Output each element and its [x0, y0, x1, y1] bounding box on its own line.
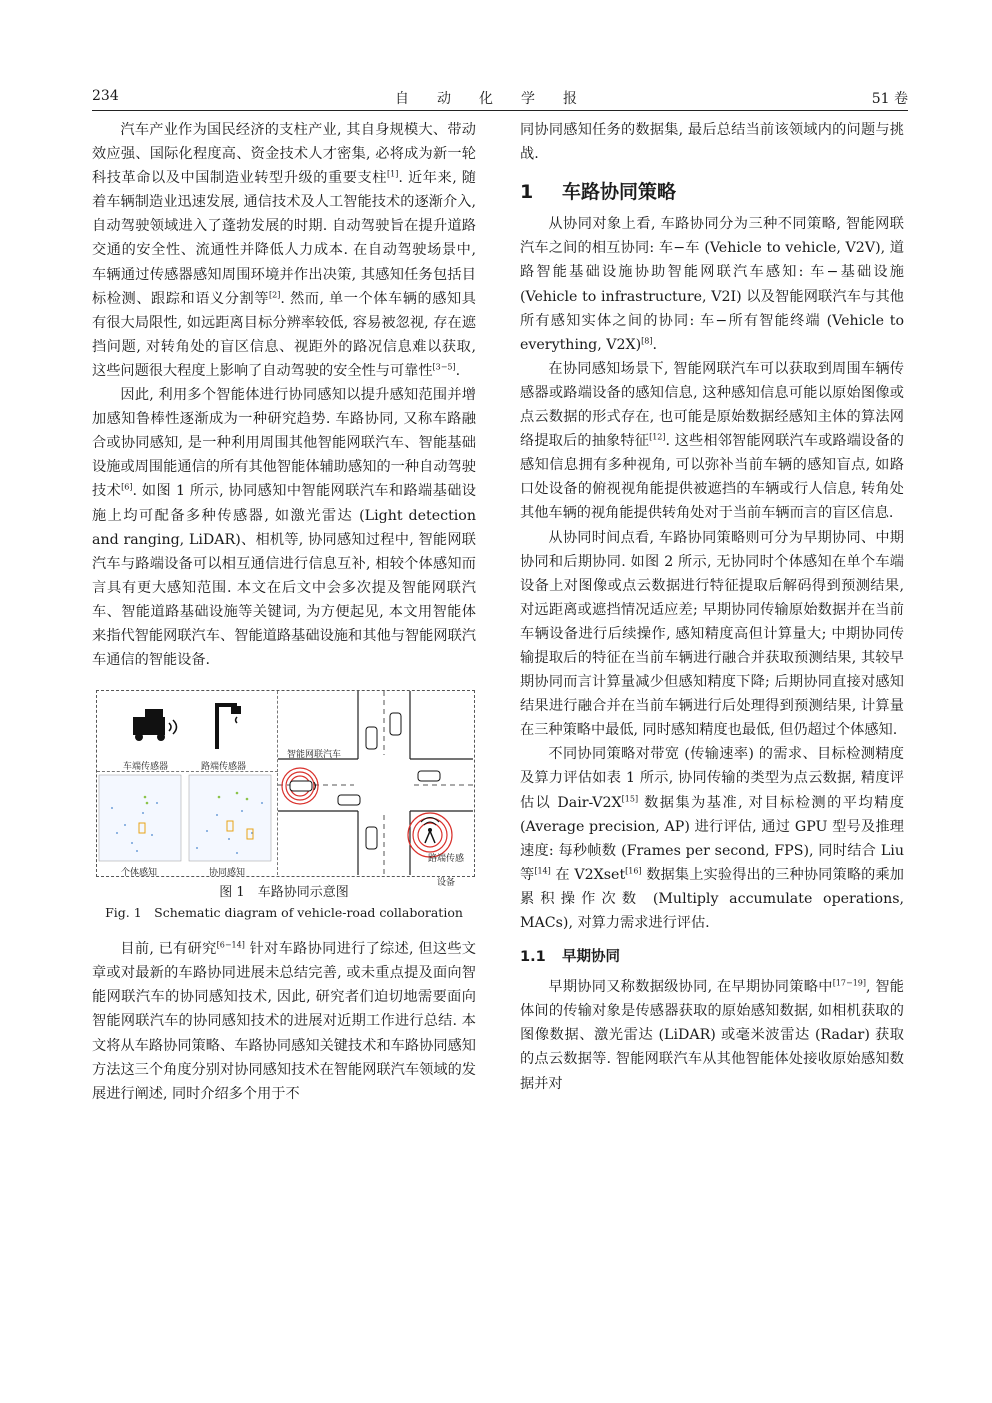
label-smart-car: 智能网联汽车 — [287, 750, 342, 761]
paragraph: 因此, 利用多个智能体进行协同感知以提升感知范围并增加感知鲁棒性逐渐成为一种研究趋势. 车路协同, 又称车路融合或协同感知, 是一种利用周围其他智能网联汽车、智能基础设施或周围能通信的所有其他智能体辅助感知的一种自动驾驶技术[6]. 如图 1 所示, 协同感知中智能网联汽车和路端基础设施上均可配备多种传感器, 如激光雷达 (Light detection and ranging, LiDAR)、相机等, 协同感知过程中, 智能网联汽车与路端设备可以相互通信进行信息互补, 相较个体感知而言具有更大感知范围. 本文在后文中会多次提及智能网联汽车、智能道路基础设施等关键词, 为方便起见, 本文用智能体来指代智能网联汽车、智能道路基础设施和其他与智能网联汽车通信的智能设备. — [92, 387, 476, 669]
paragraph: 从协同时间点看, 车路协同策略则可分为早期协同、中期协同和后期协同. 如图 2 所示, 无协同时个体感知在单个车端设备上对图像或点云数据进行特征提取后解码得到预测结果, 对远距离或遮挡情况适应差; 早期协同传输原始数据并在当前车辆设备进行后续操作, 感知精度高但计算量大; 中期协同传输提取后的特征在当前车辆进行融合并获取预测结果, 其较早期协同而言计算量减少但感知精度下降; 后期协同直接对感知结果进行融合并在当前车辆进行后处理得到预测结果, 计算量在三种策略中最低, 同时感知精度也最低, 但仍超过个体感知. — [520, 529, 904, 739]
paragraph: 不同协同策略对带宽 (传输速率) 的需求、目标检测精度及算力评估如表 1 所示, 协同传输的类型为点云数据, 精度评估以 Dair-V2X[15] 数据集为基准, 对目标检测的平均精度 (Average precision, AP) 进行评估, 通过 GPU 型号及推理速度: 每秒帧数 (Frames per second, FPS), 同时结合 Liu 等[14] 在 V2Xset[16] 数据集上实验得出的三种协同策略的乘加累积操作次数 (Multiply accumulate operations, MACs), 对算力需求进行评估. — [520, 746, 905, 931]
page-number: 234 — [92, 88, 119, 104]
figure-1 — [96, 690, 475, 889]
smart-car-with-range — [282, 768, 318, 804]
label-individual: 个体感知 — [121, 868, 158, 879]
label-collab: 协同感知 — [209, 868, 246, 879]
paragraph: 目前, 已有研究[6−14] 针对车路协同进行了综述, 但这些文章或对最新的车路协同进展未总结完善, 或未重点提及面向智能网联汽车的协同感知技术, 因此, 研究者们迫切地需要面向智能网联汽车的协同感知技术的进展对近期工作进行总结. 本文将从车路协同策略、车路协同感知关键技术和车路协同感知方法这三个角度分别对协同感知技术在智能网联汽车领域的发展进行阐述, 同时介绍多个用于不 — [92, 940, 476, 1102]
page-header — [92, 88, 908, 111]
pointcloud-images — [97, 773, 277, 873]
journal-title: 自动化学报 — [395, 91, 605, 107]
label-vehicle-sensor: 车端传感器 — [123, 762, 169, 773]
left-column — [92, 118, 476, 1106]
subsection-heading: 1.1 早期协同 — [520, 949, 620, 966]
car-icons — [338, 713, 440, 849]
figure-caption-cn: 图 1 车路协同示意图 — [219, 885, 349, 901]
road-sensor-icon — [215, 703, 241, 749]
figure-caption-en: Fig. 1 Schematic diagram of vehicle-road collaboration — [105, 905, 463, 921]
pointcloud-panel — [97, 773, 278, 879]
volume-label: 51 卷 — [871, 91, 908, 107]
paragraph: 同协同感知任务的数据集, 最后总结当前该领域内的问题与挑战. — [520, 122, 904, 163]
paragraph: 早期协同又称数据级协同, 在早期协同策略中[17−19], 智能体间的传输对象是传感器获取的原始感知数据, 如相机获取的图像数据、激光雷达 (LiDAR) 或毫米波雷达 (Radar) 获取的点云数据等. 智能网联汽车从其他智能体处接收原始感知数据并对 — [520, 978, 904, 1092]
section-heading: 1 车路协同策略 — [520, 181, 677, 204]
paragraph: 在协同感知场景下, 智能网联汽车可以获取到周围车辆传感器或路端设备的感知信息, 这种感知信息可能以原始图像或点云数据的形式存在, 也可能是原始数据经感知主体的算法网络提取后的抽象特征[12]. 这些相邻智能网联汽车或路端设备的感知信息拥有多种视角, 可以弥补当前车辆的感知盲点, 如路口处设备的俯视视角能提供被遮挡的车辆或行人信息, 转角处其他车辆的视角能提供转角处对于当前车辆而言的盲区信息. — [520, 360, 904, 522]
vehicle-sensor-icon — [133, 709, 177, 741]
paragraph: 从协同对象上看, 车路协同分为三种不同策略, 智能网联汽车之间的相互协同: 车−车 (Vehicle to vehicle, V2V), 道路智能基础设施协助智能网联汽车感知: 车−基础设施 (Vehicle to infrastructure, V2I) 以及智能网联汽车与其他所有感知实体之间的协同: 车−所有智能终端 (Vehicle to everything, V2X)[8]. — [520, 216, 904, 353]
right-column — [520, 118, 904, 1096]
figure-caption — [92, 883, 476, 923]
paragraph: 汽车产业作为国民经济的支柱产业, 其自身规模大、带动效应强、国际化程度高、资金技术人才密集, 必将成为新一轮科技革命以及中国制造业转型升级的重要支柱[1]. 近年来, 随着车辆制造业迅速发展, 通信技术及人工智能技术的逐渐介入, 自动驾驶领域进入了蓬勃发展的时期. 自动驾驶旨在提升道路交通的安全性、流通性并降低人力成本. 在自动驾驶场景中, 车辆通过传感器感知周围环境并作出决策, 其感知任务包括目标检测、跟踪和语义分割等[2]. 然而, 单一个体车辆的感知具有很大局限性, 如远距离目标分辨率较低, 容易被忽视, 存在遮挡问题, 对转角处的盲区信息、视距外的路况信息难以获取, 这些问题很大程度上影响了自动驾驶的安全性与可靠性[3−5]. — [92, 122, 476, 379]
sensor-panel — [97, 691, 278, 772]
label-road-device: 路端传感设备 — [427, 854, 464, 889]
label-road-sensor: 路端传感器 — [201, 762, 247, 773]
